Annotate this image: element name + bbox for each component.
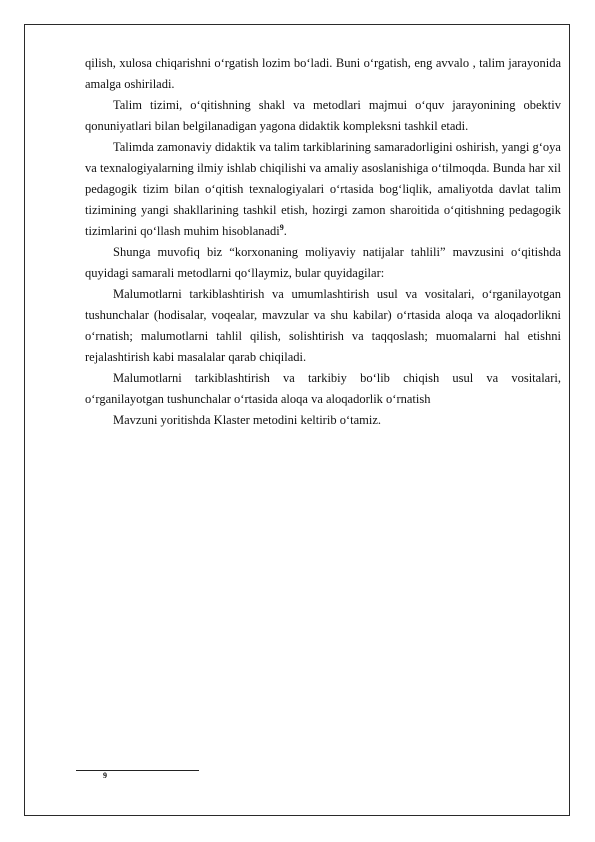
footnote-separator <box>76 770 199 771</box>
paragraph-2 <box>85 95 561 137</box>
paragraph-1 <box>85 53 561 95</box>
paragraph-7 <box>85 410 561 431</box>
paragraph-6 <box>85 368 561 410</box>
paragraph-2-text: Talim tizimi, o‘qitishning shakl va metodlari majmui o‘quv jarayonining obektiv qonuniyatlari bilan belgilanadigan yagona didaktik kompleksni tashkil etadi. <box>85 98 561 133</box>
paragraph-3-text: Talimda zamonaviy didaktik va talim tarkiblarining samaradorligini oshirish, yangi g‘oya va texnalogiyalarning ilmiy ishlab chiqilishi va amaliy asoslanishiga o‘tilmoqda. Bunda har xil pedagogik tizim bilan o‘qitish texnalogiyalari o‘rtasida bog‘liqlik, amaliyotda davlat talim tizimining yangi shakllarining tashkil etish, hozirgi zamon sharoitida o‘qitishning pedagogik tizimlarini qo‘llash muhim hisoblanadi <box>85 140 561 238</box>
paragraph-3-period: . <box>283 224 287 238</box>
footnote-reference[interactable]: 9 <box>279 222 284 232</box>
paragraph-3 <box>85 137 561 242</box>
paragraph-5-text: Malumotlarni tarkiblashtirish va umumlashtirish usul va vositalari, o‘rganilayotgan tushunchalar (hodisalar, voqealar, mavzular va shu kabilar) o‘rtasida aloqa va aloqadorlikni o‘rnatish; malumotlarni tahlil qilish, solishtirish va taqqoslash; muomalarni hal etishni rejalashtirish kabi masalalar qarab chiqiladi. <box>85 287 561 364</box>
paragraph-4 <box>85 242 561 284</box>
footnote-marker: 9 <box>103 771 107 780</box>
paragraph-1-text: qilish, xulosa chiqarishni o‘rgatish lozim bo‘ladi. Buni o‘rgatish, eng avvalo , talim jarayonida amalga oshiriladi. <box>85 56 561 91</box>
paragraph-4-text: Shunga muvofiq biz “korxonaning moliyaviy natijalar tahlili” mavzusini o‘qitishda quyidagi samarali metodlarni qo‘llaymiz, bular quyidagilar: <box>85 245 561 280</box>
paragraph-7-text: Mavzuni yoritishda Klaster metodini keltirib o‘tamiz. <box>113 413 381 427</box>
paragraph-6-text: Malumotlarni tarkiblashtirish va tarkibiy bo‘lib chiqish usul va vositalari, o‘rganilayotgan tushunchalar o‘rtasida aloqa va aloqadorlik o‘rnatish <box>85 371 561 406</box>
paragraph-5 <box>85 284 561 368</box>
document-body <box>85 53 561 431</box>
